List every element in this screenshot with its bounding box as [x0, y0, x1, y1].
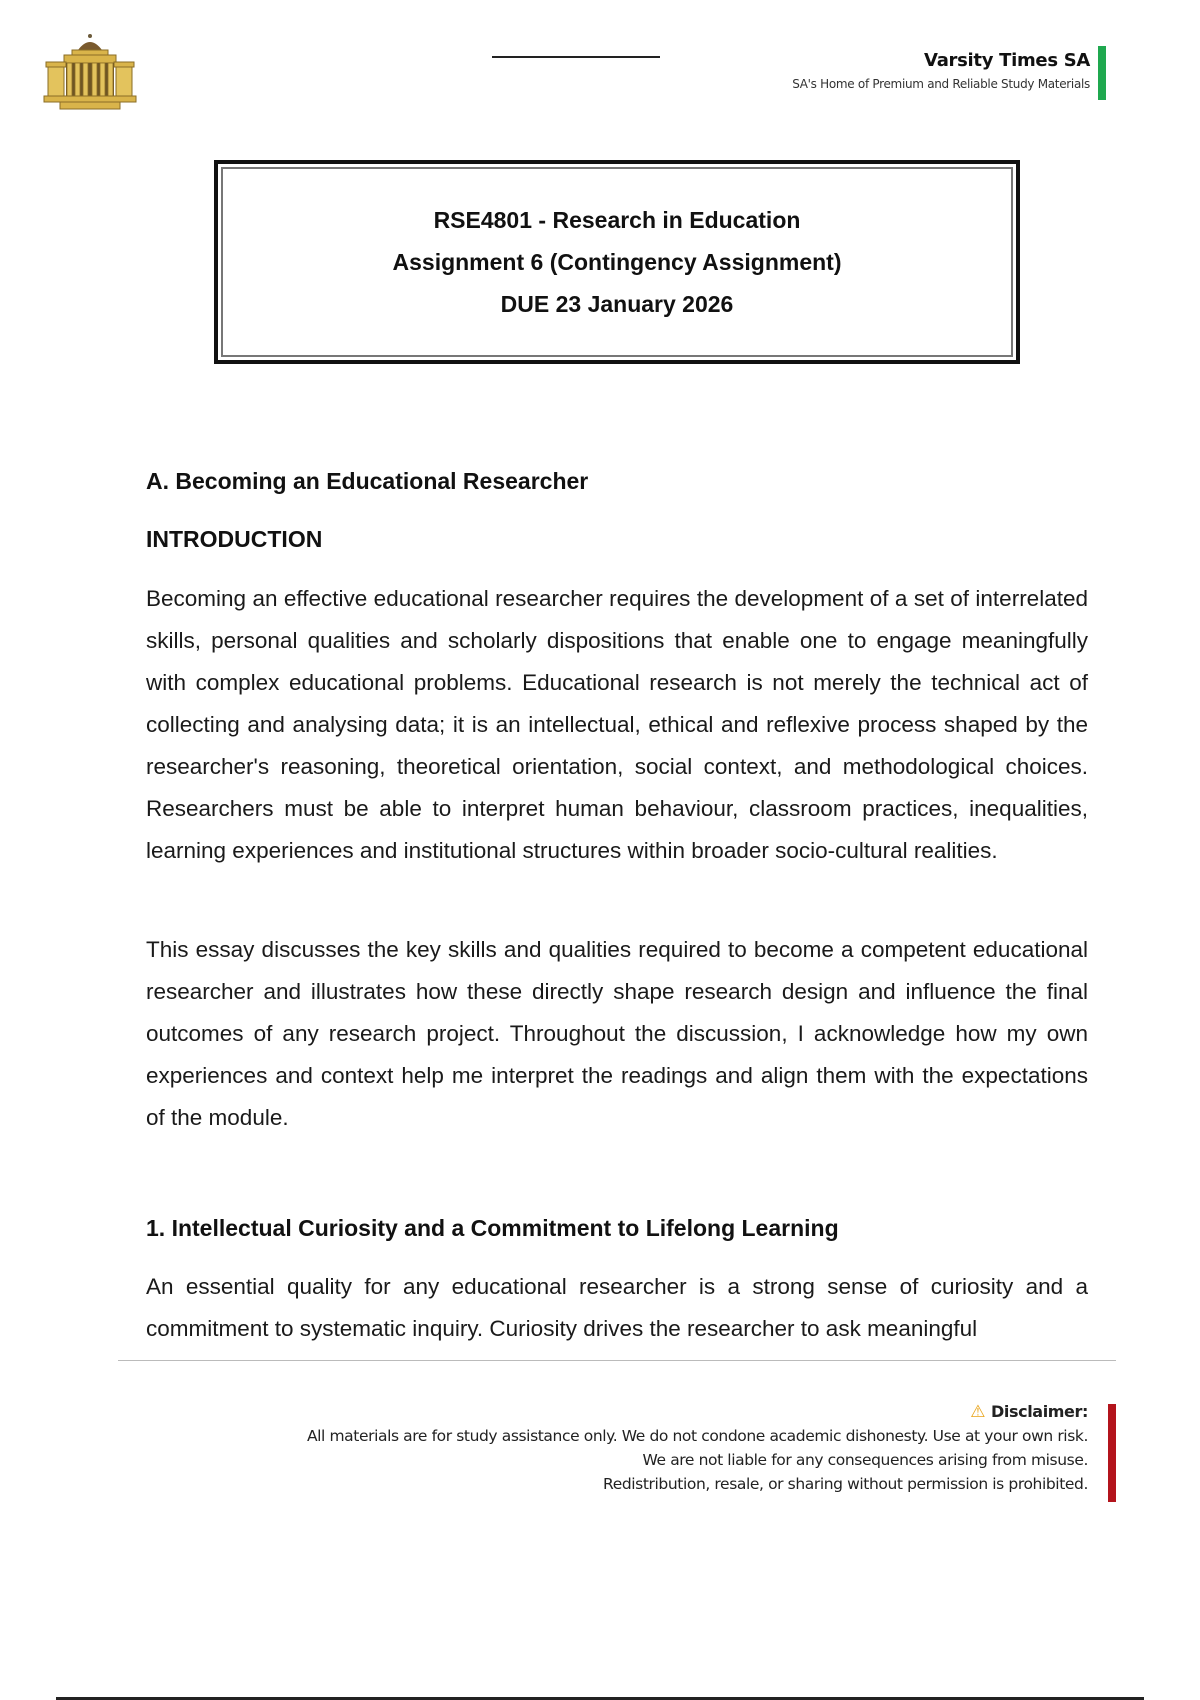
course-title: RSE4801 - Research in Education	[433, 207, 801, 233]
section-1-paragraph: An essential quality for any educational researcher is a strong sense of curiosity and a commitment to systematic inquiry. Curiosity drives the researcher to ask meaningful	[146, 1274, 1088, 1341]
disclaimer-block	[307, 1400, 1088, 1496]
brand-accent-bar	[1098, 46, 1106, 100]
warning-icon: ⚠	[970, 1402, 986, 1422]
introduction-heading: INTRODUCTION	[146, 526, 323, 552]
assignment-title-box	[214, 160, 1020, 364]
disclaimer-line-1: All materials are for study assistance only. We do not condone academic dishonesty. Use at your own risk.	[306, 1427, 1088, 1445]
due-date: DUE 23 January 2026	[500, 291, 734, 317]
section-a-heading: A. Becoming an Educational Researcher	[146, 468, 589, 494]
intro-paragraph-1: Becoming an effective educational researcher requires the development of a set of interrelated skills, personal qualities and scholarly dispositions that enable one to engage meaningfully with complex educational problems. Educational research is not merely the technical act of collecting and analysing data; it is an intellectual, ethical and reflexive process shaped by the researcher's reasoning, theoretical orientation, social context, and methodological choices. Researchers must be able to interpret human behaviour, classroom practices, inequalities, learning experiences and institutional structures within broader socio-cultural realities.	[146, 586, 1088, 863]
building-logo-icon	[42, 32, 138, 112]
brand-block	[792, 50, 1090, 91]
section-1-heading: 1. Intellectual Curiosity and a Commitment to Lifelong Learning	[146, 1215, 839, 1241]
intro-paragraph-2: This essay discusses the key skills and qualities required to become a competent educational researcher and illustrates how these directly shape research design and influence the final outcomes of any research project. Throughout the discussion, I acknowledge how my own experiences and context help me interpret the readings and align them with the expectations of the module.	[146, 937, 1088, 1130]
brand-tagline: SA's Home of Premium and Reliable Study Materials	[792, 77, 1090, 91]
disclaimer-title: Disclaimer:	[991, 1402, 1088, 1421]
header-divider	[492, 56, 660, 58]
brand-name: Varsity Times SA	[924, 50, 1090, 71]
disclaimer-line-2: We are not liable for any consequences arising from misuse.	[642, 1451, 1088, 1469]
disclaimer-line-3: Redistribution, resale, or sharing without permission is prohibited.	[603, 1475, 1088, 1493]
disclaimer-accent-bar	[1108, 1404, 1116, 1502]
footer-divider	[118, 1360, 1116, 1361]
assignment-title: Assignment 6 (Contingency Assignment)	[392, 249, 842, 275]
